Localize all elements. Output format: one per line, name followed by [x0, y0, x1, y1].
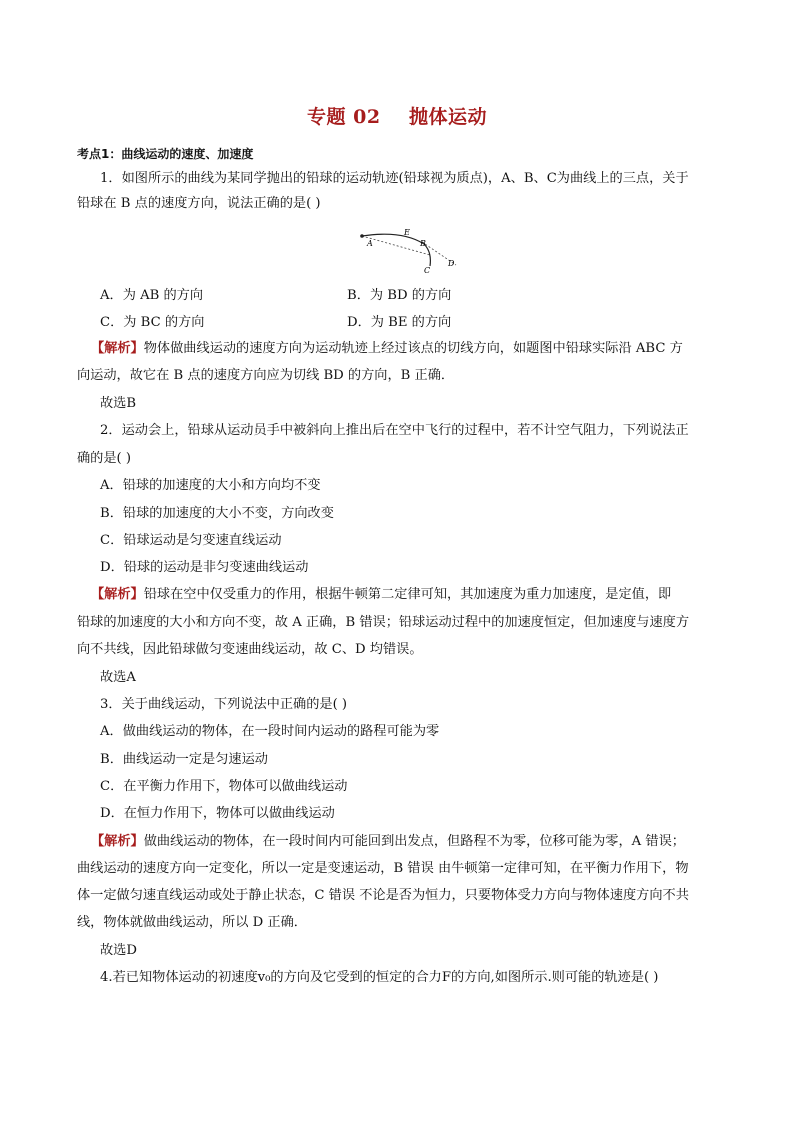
q2-analysis-line2: 铅球的加速度的大小和方向不变，故 A 正确，B 错误；铅球运动过程中的加速度恒定，但加速度与速度方 — [77, 615, 690, 630]
q2-stem-line2: 确的是( ) — [77, 451, 132, 466]
q3-analysis-text: 做曲线运动的物体，在一段时间内可能回到出发点，但路程不为零，位移可能为零，A 错误； — [143, 834, 685, 849]
q2-answer: 故选A — [100, 670, 136, 685]
label-a: A — [367, 239, 373, 248]
q1-analysis-line2: 向运动，故它在 B 点的速度方向应为切线 BD 的方向，B 正确． — [77, 368, 455, 383]
q3-analysis-line2: 曲线运动的速度方向一定变化，所以一定是变速运动，B 错误 由牛顿第一定律可知，在平衡力作用下，物 — [77, 861, 689, 876]
q3-analysis-line1 — [91, 833, 685, 851]
label-d: D — [448, 259, 455, 268]
q1-stem-line2: 铅球在 B 点的速度方向，说法正确的是( ) — [77, 196, 321, 211]
analysis-tag: 【解析】 — [91, 341, 144, 356]
q2-analysis-text: 铅球在空中仅受重力的作用，根据牛顿第二定律可知，其加速度为重力加速度，是定值，即 — [143, 587, 672, 602]
analysis-tag: 【解析】 — [91, 587, 144, 602]
label-e: E — [404, 228, 410, 237]
q3-answer: 故选D — [100, 943, 137, 958]
q2-option-d: D．铅球的运动是非匀变速曲线运动 — [100, 560, 309, 575]
q3-option-d: D．在恒力作用下，物体可以做曲线运动 — [100, 806, 335, 821]
q2-option-c: C．铅球运动是匀变速直线运动 — [100, 533, 282, 548]
q3-option-a: A．做曲线运动的物体，在一段时间内运动的路程可能为零 — [100, 724, 440, 739]
label-b: B — [420, 239, 426, 248]
q3-analysis-line3: 体一定做匀速直线运动或处于静止状态，C 错误 不论是否为恒力，只要物体受力方向与物体速度方向不共 — [77, 888, 689, 903]
section-heading: 考点1：曲线运动的速度、加速度 — [77, 147, 254, 161]
q1-option-c: C．为 BC 的方向 — [100, 315, 205, 330]
q2-analysis-line3: 向不共线，因此铅球做匀变速曲线运动，故 C、D 均错误。 — [77, 642, 423, 657]
trajectory-figure — [358, 224, 464, 276]
q1-option-d: D．为 BE 的方向 — [347, 315, 452, 330]
q3-option-b: B．曲线运动一定是匀速运动 — [100, 752, 268, 767]
q1-answer: 故选B — [100, 396, 137, 411]
q3-option-c: C．在平衡力作用下，物体可以做曲线运动 — [100, 779, 348, 794]
point-a — [360, 234, 364, 238]
q1-analysis-text: 物体做曲线运动的速度方向为运动轨迹上经过该点的切线方向，如题图中铅球实际沿 ABC 方 — [143, 341, 683, 356]
label-c: C — [424, 266, 431, 275]
q4-stem-line1: 4.若已知物体运动的初速度v₀的方向及它受到的恒定的合力F的方向,如图所示.则可能的轨迹是( ) — [100, 970, 659, 985]
q2-option-a: A．铅球的加速度的大小和方向均不变 — [100, 478, 321, 493]
q2-stem-line1: 2．运动会上，铅球从运动员手中被斜向上推出后在空中飞行的过程中，若不计空气阻力，下列说法正 — [100, 423, 689, 438]
q3-analysis-line4: 线，物体就做曲线运动，所以 D 正确． — [77, 915, 307, 930]
q1-option-b: B．为 BD 的方向 — [347, 288, 452, 303]
q2-analysis-line1 — [91, 586, 671, 604]
q2-option-b: B．铅球的加速度的大小不变，方向改变 — [100, 506, 334, 521]
page-title: 专题 02 抛体运动 — [306, 106, 487, 128]
q1-analysis-line1 — [91, 340, 683, 358]
q1-option-a: A．为 AB 的方向 — [100, 288, 204, 303]
q1-stem-line1: 1．如图所示的曲线为某同学抛出的铅球的运动轨迹(铅球视为质点)，A、B、C为曲线上的三点，关于 — [100, 171, 689, 186]
analysis-tag: 【解析】 — [91, 834, 144, 849]
q3-stem-line1: 3．关于曲线运动，下列说法中正确的是( ) — [100, 697, 348, 712]
